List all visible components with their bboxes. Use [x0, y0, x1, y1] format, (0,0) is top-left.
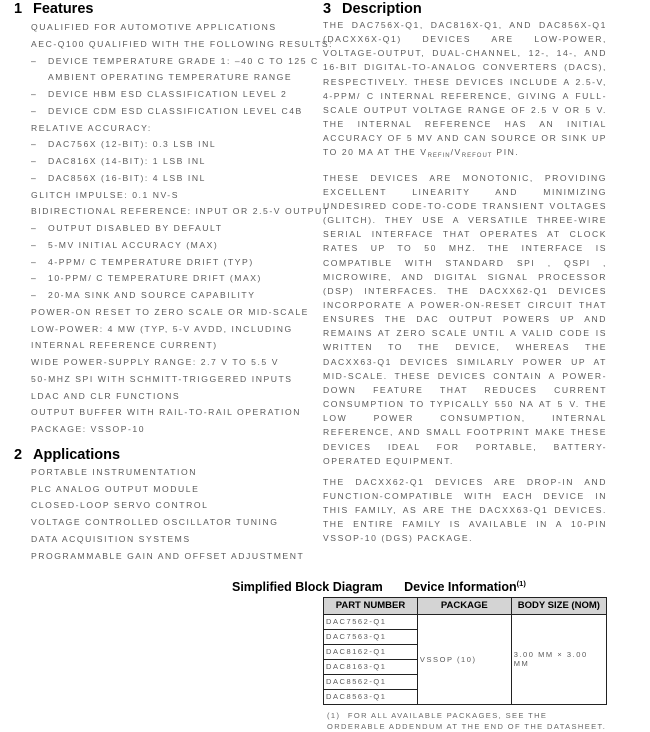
block-diagram-title: Simplified Block Diagram [232, 580, 383, 594]
part-number-cell: DAC7562-Q1 [324, 614, 418, 629]
feature-item [0, 170, 318, 187]
features-list [0, 19, 334, 438]
header-body-size: BODY SIZE (NOM) [511, 597, 606, 614]
vref-out-subscript: REFOUT [461, 153, 493, 160]
feature-text: RELATIVE ACCURACY: [31, 122, 152, 133]
feature-item [0, 354, 318, 371]
feature-item [0, 53, 318, 70]
application-item: PLC ANALOG OUTPUT MODULE [31, 483, 200, 494]
table-header-row [324, 597, 607, 614]
part-number-cell: DAC8562-Q1 [324, 674, 418, 689]
feature-item [0, 421, 318, 438]
applications-heading [0, 447, 318, 463]
description-heading [323, 1, 607, 17]
feature-item [0, 120, 318, 137]
dash-bullet-icon: – [31, 223, 38, 233]
feature-item [0, 36, 334, 53]
applications-section [0, 447, 318, 565]
feature-text: DEVICE HBM ESD CLASSIFICATION LEVEL 2 [48, 89, 288, 99]
section-title: Description [342, 1, 422, 17]
dash-bullet-icon: – [31, 273, 38, 284]
table-footnote-ref: (1) [516, 578, 526, 588]
dash-bullet-icon: – [31, 256, 38, 267]
device-info-table [323, 597, 607, 705]
feature-text: 4-PPM/ C TEMPERATURE DRIFT (TYP) [48, 256, 254, 267]
application-item: CLOSED-LOOP SERVO CONTROL [31, 500, 209, 511]
feature-text: OUTPUT DISABLED BY DEFAULT [48, 223, 223, 233]
dash-bullet-icon: – [31, 156, 38, 166]
feature-item [0, 337, 318, 354]
section-number: 1 [14, 1, 23, 17]
feature-item [0, 270, 318, 287]
features-section [0, 0, 334, 438]
table-row [324, 614, 607, 629]
description-paragraph-1 [323, 18, 607, 164]
device-information [323, 579, 607, 732]
feature-item [0, 187, 318, 204]
feature-text: DEVICE CDM ESD CLASSIFICATION LEVEL C4B [48, 105, 303, 116]
feature-item [0, 287, 318, 304]
section-number: 2 [14, 446, 23, 463]
applications-list [0, 464, 318, 565]
paragraph-end: PIN. [492, 147, 520, 158]
feature-text: AMBIENT OPERATING TEMPERATURE RANGE [48, 72, 293, 83]
feature-text: PACKAGE: VSSOP-10 [31, 424, 146, 434]
part-number-cell: DAC8563-Q1 [324, 689, 418, 704]
section-number: 3 [323, 1, 332, 17]
feature-text: 20-MA SINK AND SOURCE CAPABILITY [48, 290, 256, 300]
application-item: PROGRAMMABLE GAIN AND OFFSET ADJUSTMENT [31, 550, 305, 561]
header-part-number: PART NUMBER [324, 597, 418, 614]
feature-text: POWER-ON RESET TO ZERO SCALE OR MID-SCALE [31, 306, 309, 317]
table-footnote [323, 710, 607, 732]
feature-item [0, 371, 318, 388]
section-title: Features [33, 1, 94, 17]
dash-bullet-icon: – [31, 239, 38, 250]
feature-text: INTERNAL REFERENCE CURRENT) [31, 340, 218, 351]
features-heading [0, 1, 318, 17]
footnote-mark: (1) [327, 710, 341, 720]
feature-text: LOW-POWER: 4 MW (TYP, 5-V AVDD, INCLUDING [31, 323, 293, 334]
feature-item [0, 153, 318, 170]
application-item: PORTABLE INSTRUMENTATION [31, 466, 197, 477]
feature-item [0, 321, 318, 338]
feature-item [0, 404, 318, 421]
feature-text: GLITCH IMPULSE: 0.1 NV-S [31, 189, 179, 200]
feature-text: DAC756X (12-BIT): 0.3 LSB INL [48, 139, 217, 150]
body-size-cell: 3.00 MM × 3.00 MM [511, 614, 606, 704]
feature-text: DAC816X (14-BIT): 1 LSB INL [48, 156, 206, 166]
feature-text: 50-MHZ SPI WITH SCHMITT-TRIGGERED INPUTS [31, 373, 293, 384]
feature-text: WIDE POWER-SUPPLY RANGE: 2.7 V TO 5.5 V [31, 357, 279, 367]
dash-bullet-icon: – [31, 139, 38, 150]
feature-item [0, 19, 318, 36]
feature-text: DEVICE TEMPERATURE GRADE 1: –40 C TO 125 C [48, 55, 319, 66]
vref-in-subscript: REFIN [427, 153, 451, 160]
vref-in: V [420, 147, 428, 158]
feature-item [0, 103, 318, 120]
feature-item [0, 388, 318, 405]
package-cell: VSSOP (10) [417, 614, 511, 704]
feature-item [0, 86, 318, 103]
right-column [323, 0, 607, 732]
feature-item [0, 304, 318, 321]
description-paragraph-2: THESE DEVICES ARE MONOTONIC, PROVIDING EXCELLENT LINEARITY AND MINIMIZING UNDESIRED CODE-TO-CODE TRANSIENT VOLTAGES (GLITCH). THEY USE A VERSATILE THREE-WIRE SERIAL INTERFACE THAT OPERATES AT CLOCK RATES UP TO 50 MHZ. THE INTERFACE IS COMPATIBLE WITH STANDARD SPI , QSPI , MICROWIRE, AND DIGITAL SIGNAL PROCESSOR (DSP) INTERFACES. THE DACXX62-Q1 DEVICES INCORPORATE A POWER-ON-RESET CIRCUIT THAT ENSURES THE DAC OUTPUT POWERS UP AND REMAINS AT ZERO SCALE UNTIL A VALID CODE IS WRITTEN TO THE DEVICE, WHEREAS THE DACXX63-Q1 DEVICES SIMILARLY POWER UP AT MID-SCALE. THESE DEVICES CONTAIN A POWER-DOWN FEATURE THAT REDUCES CURRENT CONSUMPTION TO TYPICALLY 550 NA AT 5 V. THE LOW POWER CONSUMPTION, INTERNAL REFERENCE, AND SMALL FOOTPRINT MAKE THESE DEVICES IDEAL FOR PORTABLE, BATTERY-OPERATED EQUIPMENT. [323, 172, 607, 466]
paragraph-text: THE DAC756X-Q1, DAC816X-Q1, AND DAC856X-Q1 (DACXX6X-Q1) DEVICES ARE LOW-POWER, VOLTAGE-OUTPUT, DUAL-CHANNEL, 12-, 14-, AND 16-BIT DIGITAL-TO-ANALOG CONVERTERS (DACS), RESPECTIVELY. THESE DEVICES INCLUDE A 2.5-V, 4-PPM/ C INTERNAL REFERENCE, GIVING A FULL-SCALE OUTPUT VOLTAGE RANGE OF 2.5 V OR 5 V. THE INTERNAL REFERENCE HAS AN INITIAL ACCURACY OF 5 MV AND CAN SOURCE OR SINK UP TO 20 MA AT THE [323, 20, 607, 158]
application-item: DATA ACQUISITION SYSTEMS [31, 533, 191, 544]
feature-text: AEC-Q100 QUALIFIED WITH THE FOLLOWING RESULTS: [31, 38, 334, 49]
feature-text: OUTPUT BUFFER WITH RAIL-TO-RAIL OPERATION [31, 407, 301, 418]
dash-bullet-icon: – [31, 290, 38, 300]
feature-text: DAC856X (16-BIT): 4 LSB INL [48, 172, 206, 183]
description-paragraph-3: THE DACXX62-Q1 DEVICES ARE DROP-IN AND FUNCTION-COMPATIBLE WITH EACH DEVICE IN THIS FAMILY, AS ARE THE DACXX63-Q1 DEVICES. THE ENTIRE FAMILY IS AVAILABLE IN A 10-PIN VSSOP-10 (DGS) PACKAGE. [323, 476, 607, 544]
feature-text: 5-MV INITIAL ACCURACY (MAX) [48, 239, 219, 250]
table-title-text: Device Information [404, 579, 517, 594]
vref-out: /V [450, 147, 462, 158]
vref-label [420, 147, 493, 160]
dash-bullet-icon: – [31, 89, 38, 99]
part-number-cell: DAC7563-Q1 [324, 629, 418, 644]
feature-item [0, 254, 318, 271]
part-number-cell: DAC8163-Q1 [324, 659, 418, 674]
feature-item [0, 69, 318, 86]
application-item: VOLTAGE CONTROLLED OSCILLATOR TUNING [31, 517, 279, 527]
dash-bullet-icon: – [31, 105, 38, 116]
feature-item [0, 237, 318, 254]
feature-text: BIDIRECTIONAL REFERENCE: INPUT OR 2.5-V OUTPUT [31, 206, 330, 217]
footnote-text: FOR ALL AVAILABLE PACKAGES, SEE THE ORDERABLE ADDENDUM AT THE END OF THE DATASHEET. [327, 710, 607, 731]
part-number-cell: DAC8162-Q1 [324, 644, 418, 659]
feature-text: LDAC AND CLR FUNCTIONS [31, 390, 181, 401]
feature-item [0, 136, 318, 153]
dash-bullet-icon: – [31, 172, 38, 183]
header-package: PACKAGE [417, 597, 511, 614]
feature-text: 10-PPM/ C TEMPERATURE DRIFT (MAX) [48, 273, 262, 284]
dash-bullet-icon: – [31, 55, 38, 66]
description-section [323, 0, 607, 546]
section-title: Applications [33, 446, 121, 463]
feature-item [0, 203, 330, 220]
left-column [0, 0, 334, 564]
feature-text: QUALIFIED FOR AUTOMOTIVE APPLICATIONS [31, 22, 277, 32]
feature-item [0, 220, 318, 237]
